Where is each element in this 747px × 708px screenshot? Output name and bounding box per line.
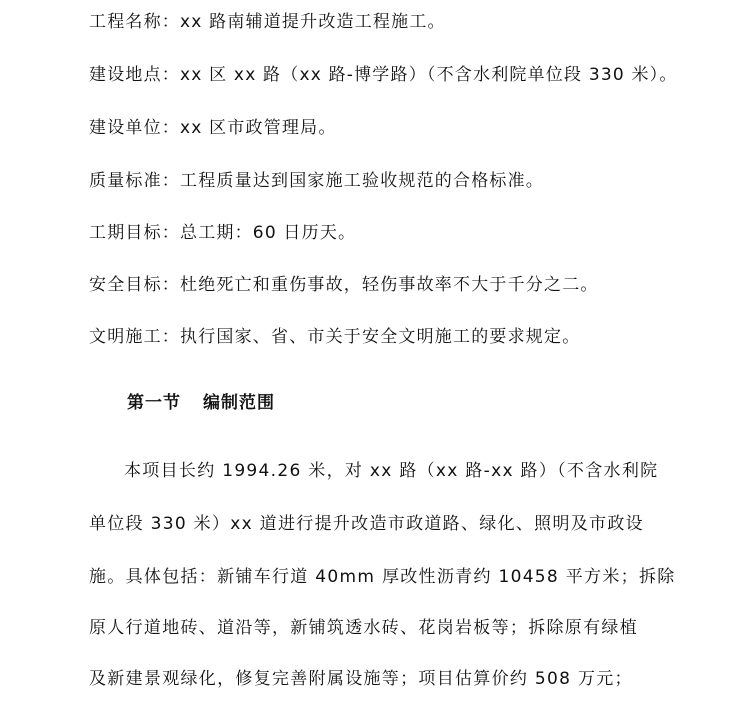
paragraph-line: 及新建景观绿化，修复完善附属设施等；项目估算价约 508 万元； (89, 669, 633, 689)
info-line-quality: 质量标准：工程质量达到国家施工验收规范的合格标准。 (89, 171, 544, 191)
section-heading (127, 392, 275, 414)
info-line-location: 建设地点：xx 区 xx 路（xx 路-博学路）（不含水利院单位段 330 米）。 (89, 65, 678, 85)
paragraph-line: 单位段 330 米）xx 道进行提升改造市政道路、绿化、照明及市政设 (89, 514, 644, 534)
info-line-schedule: 工期目标：总工期：60 日历天。 (89, 223, 357, 243)
section-number: 第一节 (127, 393, 181, 413)
info-line-safety: 安全目标：杜绝死亡和重伤事故，轻伤事故率不大于千分之二。 (89, 275, 599, 295)
section-title: 编制范围 (203, 393, 275, 413)
info-line-builder: 建设单位：xx 区市政管理局。 (89, 118, 337, 138)
paragraph-line: 施。具体包括：新铺车行道 40mm 厚改性沥青约 10458 平方米；拆除 (89, 567, 676, 587)
paragraph-line: 原人行道地砖、道沿等，新铺筑透水砖、花岗岩板等；拆除原有绿植 (89, 618, 638, 638)
info-line-project-name: 工程名称：xx 路南辅道提升改造工程施工。 (89, 12, 446, 32)
info-line-civilized: 文明施工：执行国家、省、市关于安全文明施工的要求规定。 (89, 327, 581, 347)
paragraph-line: 本项目长约 1994.26 米，对 xx 路（xx 路-xx 路）（不含水利院 (124, 461, 659, 481)
